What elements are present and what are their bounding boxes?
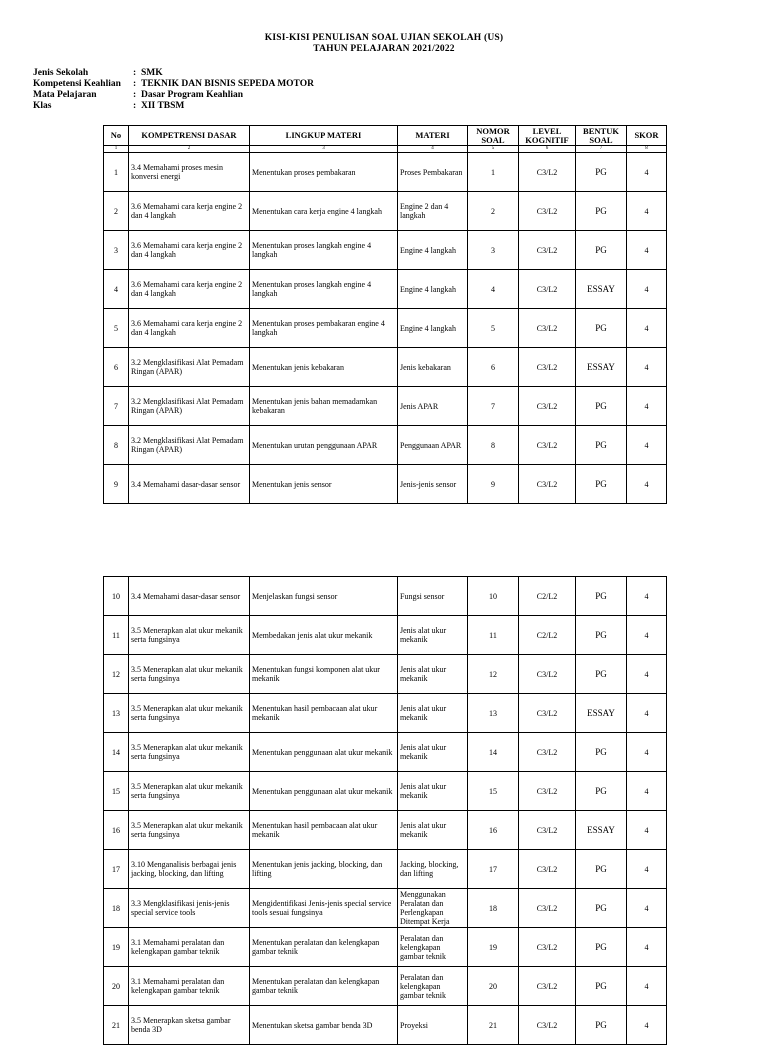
cell-lingkup-materi: Menentukan proses pembakaran engine 4 langkah	[250, 309, 398, 348]
cell-no: 16	[104, 811, 129, 850]
cell-bentuk-soal: PG	[576, 616, 627, 655]
cell-no: 19	[104, 928, 129, 967]
cell-bentuk-soal: PG	[576, 850, 627, 889]
cell-no: 4	[104, 270, 129, 309]
cell-lingkup-materi: Menentukan hasil pembacaan alat ukur mekanik	[250, 694, 398, 733]
cell-nomor-soal: 7	[468, 387, 519, 426]
cell-lingkup-materi: Menentukan peralatan dan kelengkapan gambar teknik	[250, 967, 398, 1006]
cell-skor: 4	[627, 967, 667, 1006]
column-number-row: 1 2 3 4 5 6 7 8	[104, 146, 667, 153]
cell-kompetensi-dasar: 3.2 Mengklasifikasi Alat Pemadam Ringan (APAR)	[129, 426, 250, 465]
cell-skor: 4	[627, 426, 667, 465]
table-row	[104, 928, 667, 967]
cell-bentuk-soal: PG	[576, 231, 627, 270]
table-row	[104, 387, 667, 426]
cell-no: 10	[104, 577, 129, 616]
cell-skor: 4	[627, 153, 667, 192]
cell-materi: Jenis APAR	[398, 387, 468, 426]
cell-nomor-soal: 4	[468, 270, 519, 309]
cell-no: 9	[104, 465, 129, 504]
cell-kompetensi-dasar: 3.2 Mengklasifikasi Alat Pemadam Ringan (APAR)	[129, 387, 250, 426]
cell-lingkup-materi: Menentukan sketsa gambar benda 3D	[250, 1006, 398, 1045]
cell-skor: 4	[627, 192, 667, 231]
cell-nomor-soal: 15	[468, 772, 519, 811]
col-header-skor: SKOR	[627, 126, 667, 146]
cell-skor: 4	[627, 1006, 667, 1045]
cell-nomor-soal: 8	[468, 426, 519, 465]
cell-nomor-soal: 2	[468, 192, 519, 231]
cell-bentuk-soal: PG	[576, 733, 627, 772]
cell-no: 5	[104, 309, 129, 348]
cell-nomor-soal: 20	[468, 967, 519, 1006]
cell-kompetensi-dasar: 3.3 Mengklasifikasi jenis-jenis special service tools	[129, 889, 250, 928]
cell-materi: Jenis-jenis sensor	[398, 465, 468, 504]
cell-kompetensi-dasar: 3.4 Memahami dasar-dasar sensor	[129, 577, 250, 616]
cell-level-kognitif: C2/L2	[519, 577, 576, 616]
cell-skor: 4	[627, 655, 667, 694]
cell-no: 20	[104, 967, 129, 1006]
cell-level-kognitif: C3/L2	[519, 772, 576, 811]
cell-skor: 4	[627, 387, 667, 426]
cell-skor: 4	[627, 616, 667, 655]
cell-nomor-soal: 1	[468, 153, 519, 192]
cell-materi: Jenis alat ukur mekanik	[398, 811, 468, 850]
cell-bentuk-soal: ESSAY	[576, 348, 627, 387]
col-header-nomor: NOMOR SOAL	[468, 126, 519, 146]
cell-materi: Jenis alat ukur mekanik	[398, 733, 468, 772]
cell-lingkup-materi: Menentukan penggunaan alat ukur mekanik	[250, 772, 398, 811]
cell-materi: Jenis alat ukur mekanik	[398, 772, 468, 811]
school-info	[33, 68, 314, 112]
cell-materi: Menggunakan Peralatan dan Perlengkapan Ditempat Kerja	[398, 889, 468, 928]
cell-nomor-soal: 21	[468, 1006, 519, 1045]
table-row	[104, 309, 667, 348]
cell-nomor-soal: 10	[468, 577, 519, 616]
cell-bentuk-soal: PG	[576, 655, 627, 694]
cell-level-kognitif: C3/L2	[519, 348, 576, 387]
cell-no: 3	[104, 231, 129, 270]
cell-nomor-soal: 9	[468, 465, 519, 504]
cell-bentuk-soal: PG	[576, 465, 627, 504]
cell-lingkup-materi: Menentukan fungsi komponen alat ukur mekanik	[250, 655, 398, 694]
cell-materi: Jacking, blocking, dan lifting	[398, 850, 468, 889]
cell-kompetensi-dasar: 3.5 Menerapkan alat ukur mekanik serta fungsinya	[129, 655, 250, 694]
cell-level-kognitif: C3/L2	[519, 811, 576, 850]
col-header-bentuk: BENTUK SOAL	[576, 126, 627, 146]
cell-bentuk-soal: ESSAY	[576, 811, 627, 850]
cell-kompetensi-dasar: 3.4 Memahami proses mesin konversi energi	[129, 153, 250, 192]
cell-bentuk-soal: PG	[576, 889, 627, 928]
cell-materi: Peralatan dan kelengkapan gambar teknik	[398, 928, 468, 967]
cell-nomor-soal: 6	[468, 348, 519, 387]
cell-level-kognitif: C3/L2	[519, 889, 576, 928]
cell-level-kognitif: C3/L2	[519, 192, 576, 231]
cell-level-kognitif: C3/L2	[519, 387, 576, 426]
cell-materi: Penggunaan APAR	[398, 426, 468, 465]
table-row	[104, 426, 667, 465]
col-header-lingkup: LINGKUP MATERI	[250, 126, 398, 146]
cell-bentuk-soal: PG	[576, 426, 627, 465]
table-row	[104, 616, 667, 655]
table-row	[104, 153, 667, 192]
cell-no: 18	[104, 889, 129, 928]
cell-nomor-soal: 5	[468, 309, 519, 348]
cell-kompetensi-dasar: 3.6 Memahami cara kerja engine 2 dan 4 langkah	[129, 270, 250, 309]
cell-kompetensi-dasar: 3.6 Memahami cara kerja engine 2 dan 4 langkah	[129, 309, 250, 348]
cell-level-kognitif: C3/L2	[519, 733, 576, 772]
cell-level-kognitif: C3/L2	[519, 231, 576, 270]
cell-level-kognitif: C3/L2	[519, 465, 576, 504]
table-row	[104, 694, 667, 733]
info-row-subject: Mata Pelajaran : Dasar Program Keahlian	[33, 90, 244, 100]
cell-skor: 4	[627, 850, 667, 889]
cell-materi: Jenis alat ukur mekanik	[398, 616, 468, 655]
cell-nomor-soal: 16	[468, 811, 519, 850]
info-row-class: Klas : XII TBSM	[33, 101, 185, 111]
cell-materi: Engine 4 langkah	[398, 231, 468, 270]
cell-bentuk-soal: PG	[576, 772, 627, 811]
cell-level-kognitif: C3/L2	[519, 655, 576, 694]
cell-no: 6	[104, 348, 129, 387]
cell-no: 13	[104, 694, 129, 733]
cell-materi: Engine 4 langkah	[398, 309, 468, 348]
cell-skor: 4	[627, 733, 667, 772]
cell-level-kognitif: C3/L2	[519, 1006, 576, 1045]
cell-lingkup-materi: Menentukan cara kerja engine 4 langkah	[250, 192, 398, 231]
table-row	[104, 967, 667, 1006]
cell-materi: Fungsi sensor	[398, 577, 468, 616]
col-header-kd: KOMPETRENSI DASAR	[129, 126, 250, 146]
cell-kompetensi-dasar: 3.5 Menerapkan alat ukur mekanik serta fungsinya	[129, 616, 250, 655]
table-row	[104, 655, 667, 694]
cell-level-kognitif: C3/L2	[519, 694, 576, 733]
cell-level-kognitif: C3/L2	[519, 153, 576, 192]
cell-materi: Engine 4 langkah	[398, 270, 468, 309]
col-header-no: No	[104, 126, 129, 146]
cell-skor: 4	[627, 772, 667, 811]
cell-bentuk-soal: PG	[576, 577, 627, 616]
cell-skor: 4	[627, 231, 667, 270]
cell-lingkup-materi: Menentukan jenis sensor	[250, 465, 398, 504]
cell-skor: 4	[627, 465, 667, 504]
cell-lingkup-materi: Menentukan urutan penggunaan APAR	[250, 426, 398, 465]
info-row-school-type: Jenis Sekolah : SMK	[33, 68, 163, 78]
grid-table-page-1	[103, 125, 667, 504]
cell-no: 12	[104, 655, 129, 694]
col-header-level: LEVEL KOGNITIF	[519, 126, 576, 146]
cell-kompetensi-dasar: 3.6 Memahami cara kerja engine 2 dan 4 langkah	[129, 231, 250, 270]
cell-bentuk-soal: PG	[576, 192, 627, 231]
cell-bentuk-soal: PG	[576, 387, 627, 426]
cell-nomor-soal: 11	[468, 616, 519, 655]
cell-no: 14	[104, 733, 129, 772]
cell-skor: 4	[627, 270, 667, 309]
cell-lingkup-materi: Menentukan jenis kebakaran	[250, 348, 398, 387]
table-row	[104, 889, 667, 928]
cell-skor: 4	[627, 694, 667, 733]
cell-no: 7	[104, 387, 129, 426]
table-row	[104, 577, 667, 616]
cell-nomor-soal: 3	[468, 231, 519, 270]
cell-skor: 4	[627, 811, 667, 850]
cell-materi: Jenis alat ukur mekanik	[398, 655, 468, 694]
cell-skor: 4	[627, 348, 667, 387]
cell-level-kognitif: C3/L2	[519, 928, 576, 967]
cell-no: 15	[104, 772, 129, 811]
cell-nomor-soal: 12	[468, 655, 519, 694]
cell-lingkup-materi: Menjelaskan fungsi sensor	[250, 577, 398, 616]
cell-skor: 4	[627, 577, 667, 616]
cell-kompetensi-dasar: 3.4 Memahami dasar-dasar sensor	[129, 465, 250, 504]
grid-table-page-2	[103, 576, 667, 1045]
cell-bentuk-soal: PG	[576, 1006, 627, 1045]
table-row	[104, 348, 667, 387]
cell-no: 17	[104, 850, 129, 889]
cell-kompetensi-dasar: 3.5 Menerapkan sketsa gambar benda 3D	[129, 1006, 250, 1045]
cell-bentuk-soal: ESSAY	[576, 270, 627, 309]
cell-materi: Jenis kebakaran	[398, 348, 468, 387]
cell-kompetensi-dasar: 3.6 Memahami cara kerja engine 2 dan 4 langkah	[129, 192, 250, 231]
cell-materi: Proyeksi	[398, 1006, 468, 1045]
cell-nomor-soal: 14	[468, 733, 519, 772]
cell-nomor-soal: 18	[468, 889, 519, 928]
cell-lingkup-materi: Menentukan jenis jacking, blocking, dan lifting	[250, 850, 398, 889]
cell-kompetensi-dasar: 3.5 Menerapkan alat ukur mekanik serta fungsinya	[129, 694, 250, 733]
cell-lingkup-materi: Menentukan penggunaan alat ukur mekanik	[250, 733, 398, 772]
cell-kompetensi-dasar: 3.1 Memahami peralatan dan kelengkapan gambar teknik	[129, 967, 250, 1006]
cell-no: 2	[104, 192, 129, 231]
cell-lingkup-materi: Menentukan peralatan dan kelengkapan gambar teknik	[250, 928, 398, 967]
cell-materi: Proses Pembakaran	[398, 153, 468, 192]
cell-materi: Peralatan dan kelengkapan gambar teknik	[398, 967, 468, 1006]
table-row	[104, 772, 667, 811]
cell-no: 21	[104, 1006, 129, 1045]
cell-level-kognitif: C3/L2	[519, 967, 576, 1006]
table-row	[104, 811, 667, 850]
table-row	[104, 192, 667, 231]
cell-level-kognitif: C3/L2	[519, 309, 576, 348]
cell-kompetensi-dasar: 3.5 Menerapkan alat ukur mekanik serta fungsinya	[129, 733, 250, 772]
cell-lingkup-materi: Menentukan jenis bahan memadamkan kebakaran	[250, 387, 398, 426]
cell-kompetensi-dasar: 3.2 Mengklasifikasi Alat Pemadam Ringan (APAR)	[129, 348, 250, 387]
cell-level-kognitif: C3/L2	[519, 850, 576, 889]
table-row	[104, 270, 667, 309]
cell-kompetensi-dasar: 3.5 Menerapkan alat ukur mekanik serta fungsinya	[129, 772, 250, 811]
cell-materi: Jenis alat ukur mekanik	[398, 694, 468, 733]
document-title: KISI-KISI PENULISAN SOAL UJIAN SEKOLAH (US)	[264, 33, 504, 43]
cell-lingkup-materi: Mengidentifikasi Jenis-jenis special service tools sesuai fungsinya	[250, 889, 398, 928]
cell-kompetensi-dasar: 3.5 Menerapkan alat ukur mekanik serta fungsinya	[129, 811, 250, 850]
table-row	[104, 850, 667, 889]
cell-bentuk-soal: PG	[576, 153, 627, 192]
cell-kompetensi-dasar: 3.1 Memahami peralatan dan kelengkapan gambar teknik	[129, 928, 250, 967]
cell-skor: 4	[627, 928, 667, 967]
cell-bentuk-soal: PG	[576, 928, 627, 967]
col-header-materi: MATERI	[398, 126, 468, 146]
cell-skor: 4	[627, 309, 667, 348]
cell-no: 11	[104, 616, 129, 655]
cell-level-kognitif: C3/L2	[519, 270, 576, 309]
table-row	[104, 231, 667, 270]
cell-lingkup-materi: Menentukan proses pembakaran	[250, 153, 398, 192]
cell-materi: Engine 2 dan 4 langkah	[398, 192, 468, 231]
table-row	[104, 733, 667, 772]
document-subtitle: TAHUN PELAJARAN 2021/2022	[313, 44, 455, 54]
cell-lingkup-materi: Menentukan proses langkah engine 4 langkah	[250, 270, 398, 309]
cell-bentuk-soal: ESSAY	[576, 694, 627, 733]
cell-nomor-soal: 13	[468, 694, 519, 733]
table-row	[104, 465, 667, 504]
cell-nomor-soal: 19	[468, 928, 519, 967]
cell-bentuk-soal: PG	[576, 309, 627, 348]
cell-lingkup-materi: Menentukan hasil pembacaan alat ukur mekanik	[250, 811, 398, 850]
cell-nomor-soal: 17	[468, 850, 519, 889]
cell-no: 1	[104, 153, 129, 192]
cell-level-kognitif: C2/L2	[519, 616, 576, 655]
cell-no: 8	[104, 426, 129, 465]
table-header-row	[104, 126, 667, 146]
table-row	[104, 1006, 667, 1045]
info-row-competency: Kompetensi Keahlian : TEKNIK DAN BISNIS SEPEDA MOTOR	[33, 79, 314, 89]
cell-kompetensi-dasar: 3.10 Menganalisis berbagai jenis jacking, blocking, dan lifting	[129, 850, 250, 889]
cell-level-kognitif: C3/L2	[519, 426, 576, 465]
cell-lingkup-materi: Menentukan proses langkah engine 4 langkah	[250, 231, 398, 270]
cell-skor: 4	[627, 889, 667, 928]
cell-lingkup-materi: Membedakan jenis alat ukur mekanik	[250, 616, 398, 655]
cell-bentuk-soal: PG	[576, 967, 627, 1006]
